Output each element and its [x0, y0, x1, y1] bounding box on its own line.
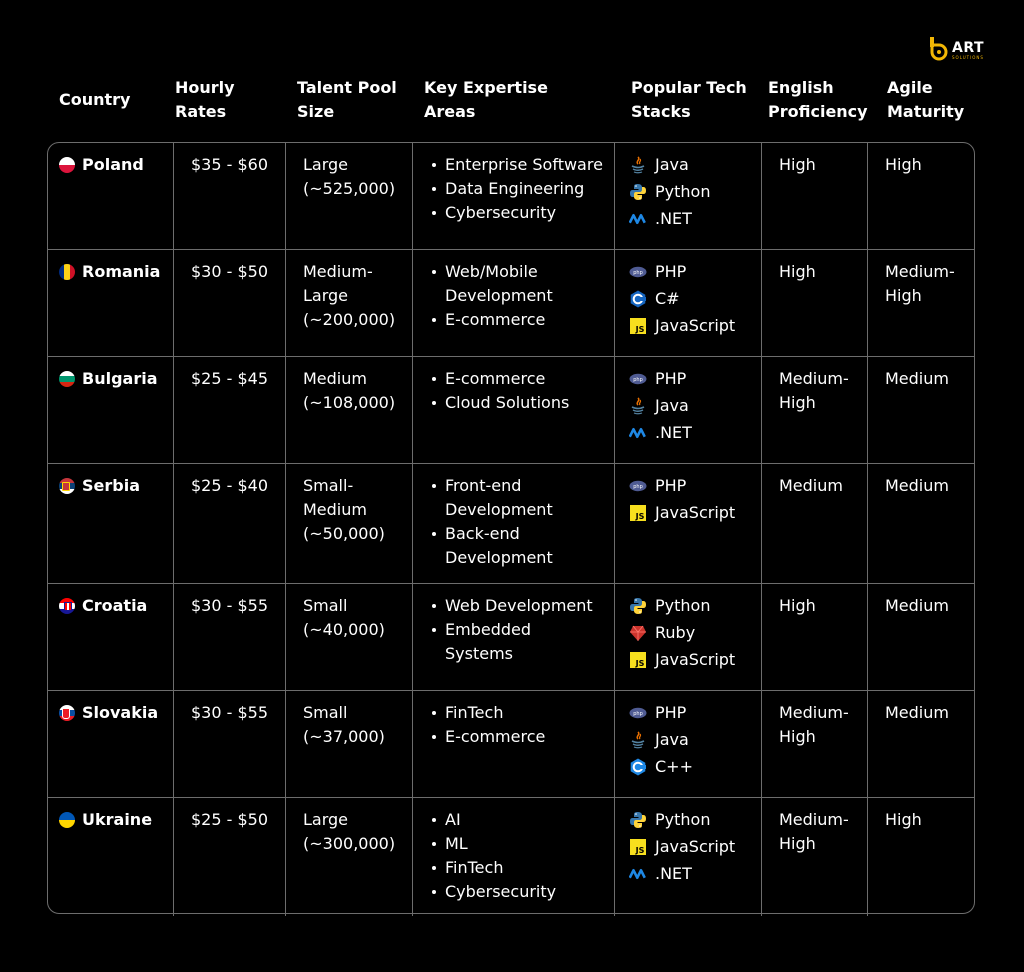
expertise-item: Data Engineering — [430, 177, 616, 201]
tech-name: JavaScript — [655, 837, 736, 856]
expertise-item: Embedded Systems — [430, 618, 616, 666]
column-divider — [761, 584, 762, 690]
hourly-rate: $25 - $50 — [191, 810, 269, 829]
tech-name: Python — [655, 596, 711, 615]
tech-stack-cell — [629, 594, 735, 675]
column-divider — [761, 798, 762, 916]
javascript-icon — [629, 838, 647, 856]
tech-stack-cell — [629, 474, 735, 528]
column-divider — [173, 584, 174, 690]
column-divider — [867, 357, 868, 463]
tech-item — [629, 364, 692, 394]
column-divider — [867, 798, 868, 916]
expertise-item: FinTech — [430, 856, 616, 880]
header-agile: Agile Maturity — [887, 78, 965, 121]
company-logo — [928, 36, 984, 62]
english-proficiency: High — [779, 155, 816, 174]
agile-maturity: Medium — [885, 596, 949, 615]
column-divider — [867, 464, 868, 583]
agile-maturity: High — [885, 155, 922, 174]
svg-text:php: php — [633, 711, 643, 717]
flag-icon — [59, 598, 75, 614]
tech-name: JavaScript — [655, 316, 736, 335]
column-divider — [412, 143, 413, 249]
expertise-cell — [430, 260, 616, 332]
expertise-cell — [430, 701, 616, 749]
column-divider — [173, 143, 174, 249]
column-divider — [285, 584, 286, 690]
tech-name: PHP — [655, 476, 687, 495]
flag-icon — [59, 812, 75, 828]
column-divider — [761, 464, 762, 583]
ruby-icon — [629, 624, 647, 642]
agile-maturity: Medium — [885, 369, 949, 388]
table-row — [48, 691, 974, 798]
tech-item — [629, 204, 710, 234]
expertise-item: Back-end Development — [430, 522, 616, 570]
csharp-icon — [629, 290, 647, 308]
tech-stack-cell — [629, 701, 693, 782]
country-cell — [59, 808, 152, 832]
tech-item — [629, 698, 693, 728]
hourly-rate: $30 - $55 — [191, 596, 269, 615]
tech-item — [629, 752, 693, 782]
tech-stack-cell — [629, 367, 692, 448]
column-divider — [761, 250, 762, 356]
talent-pool-size: Large (~300,000) — [303, 810, 396, 853]
expertise-item: E-commerce — [430, 725, 616, 749]
column-divider — [285, 143, 286, 249]
column-divider — [173, 250, 174, 356]
country-cell — [59, 474, 140, 498]
hourly-rate: $30 - $55 — [191, 703, 269, 722]
column-divider — [761, 691, 762, 797]
column-divider — [285, 250, 286, 356]
svg-text:php: php — [633, 484, 643, 490]
expertise-item: Web/Mobile Development — [430, 260, 616, 308]
column-divider — [412, 464, 413, 583]
php-icon — [629, 704, 647, 722]
hourly-rate: $30 - $50 — [191, 262, 269, 281]
header-hourly-rates: Hourly Rates — [175, 78, 235, 121]
cpp-icon — [629, 758, 647, 776]
country-name: Slovakia — [82, 703, 159, 722]
column-divider — [285, 691, 286, 797]
python-icon — [629, 183, 647, 201]
tech-item — [629, 805, 735, 835]
tech-name: PHP — [655, 703, 687, 722]
tech-item — [629, 284, 735, 314]
flag-icon — [59, 478, 75, 494]
column-divider — [173, 357, 174, 463]
hourly-rate: $25 - $45 — [191, 369, 269, 388]
svg-text:php: php — [633, 377, 643, 383]
svg-text:JS: JS — [635, 846, 645, 855]
column-divider — [412, 357, 413, 463]
expertise-item: Cybersecurity — [430, 880, 616, 904]
agile-maturity: Medium- High — [885, 262, 955, 305]
column-divider — [761, 357, 762, 463]
column-divider — [867, 584, 868, 690]
english-proficiency: High — [779, 262, 816, 281]
tech-name: Java — [655, 396, 689, 415]
hourly-rate: $35 - $60 — [191, 155, 269, 174]
talent-pool-size: Medium (~108,000) — [303, 369, 396, 412]
tech-item — [629, 418, 692, 448]
column-divider — [412, 584, 413, 690]
agile-maturity: Medium — [885, 476, 949, 495]
column-divider — [412, 250, 413, 356]
agile-maturity: High — [885, 810, 922, 829]
table-row — [48, 464, 974, 584]
tech-name: Python — [655, 810, 711, 829]
tech-name: Python — [655, 182, 711, 201]
english-proficiency: High — [779, 596, 816, 615]
expertise-cell — [430, 594, 616, 666]
svg-text:JS: JS — [635, 512, 645, 521]
country-name: Croatia — [82, 596, 148, 615]
php-icon — [629, 370, 647, 388]
python-icon — [629, 597, 647, 615]
column-divider — [285, 798, 286, 916]
tech-name: JavaScript — [655, 650, 736, 669]
english-proficiency: Medium- High — [779, 369, 849, 412]
dotnet-icon — [629, 210, 647, 228]
dotnet-icon — [629, 424, 647, 442]
comparison-table — [47, 142, 975, 914]
tech-item — [629, 859, 735, 889]
column-divider — [867, 691, 868, 797]
expertise-item: E-commerce — [430, 308, 616, 332]
expertise-cell — [430, 808, 616, 904]
country-cell — [59, 367, 158, 391]
expertise-item: FinTech — [430, 701, 616, 725]
tech-stack-cell — [629, 260, 735, 341]
table-row — [48, 357, 974, 464]
country-name: Poland — [82, 155, 144, 174]
column-divider — [285, 464, 286, 583]
tech-item — [629, 150, 710, 180]
expertise-item: ML — [430, 832, 616, 856]
tech-name: .NET — [655, 423, 692, 442]
dotnet-icon — [629, 865, 647, 883]
expertise-item: Cybersecurity — [430, 201, 616, 225]
tech-item — [629, 618, 735, 648]
tech-name: JavaScript — [655, 503, 736, 522]
java-icon — [629, 156, 647, 174]
table-row — [48, 143, 974, 250]
logo-icon — [928, 36, 950, 62]
country-name: Romania — [82, 262, 161, 281]
column-divider — [285, 357, 286, 463]
php-icon — [629, 263, 647, 281]
country-cell — [59, 153, 144, 177]
php-icon — [629, 477, 647, 495]
header-country: Country — [59, 90, 131, 109]
agile-maturity: Medium — [885, 703, 949, 722]
column-divider — [412, 691, 413, 797]
tech-stack-cell — [629, 153, 710, 234]
tech-stack-cell — [629, 808, 735, 889]
country-name: Serbia — [82, 476, 140, 495]
tech-name: C++ — [655, 757, 693, 776]
talent-pool-size: Small- Medium (~50,000) — [303, 476, 385, 543]
java-icon — [629, 731, 647, 749]
javascript-icon — [629, 504, 647, 522]
header-tech-stacks: Popular Tech Stacks — [631, 78, 747, 121]
tech-name: PHP — [655, 262, 687, 281]
talent-pool-size: Small (~37,000) — [303, 703, 385, 746]
tech-name: Java — [655, 730, 689, 749]
javascript-icon — [629, 651, 647, 669]
table-header — [0, 74, 1024, 134]
talent-pool-size: Medium- Large (~200,000) — [303, 262, 396, 329]
tech-item — [629, 391, 692, 421]
expertise-item: Front-end Development — [430, 474, 616, 522]
header-talent-pool: Talent Pool Size — [297, 78, 397, 121]
tech-item — [629, 311, 735, 341]
tech-item — [629, 498, 735, 528]
javascript-icon — [629, 317, 647, 335]
country-name: Bulgaria — [82, 369, 158, 388]
python-icon — [629, 811, 647, 829]
expertise-item: AI — [430, 808, 616, 832]
flag-icon — [59, 371, 75, 387]
tech-name: PHP — [655, 369, 687, 388]
flag-icon — [59, 264, 75, 280]
tech-name: C# — [655, 289, 680, 308]
column-divider — [173, 798, 174, 916]
expertise-cell — [430, 367, 616, 415]
header-english: English Proficiency — [768, 78, 868, 121]
java-icon — [629, 397, 647, 415]
svg-text:JS: JS — [635, 325, 645, 334]
english-proficiency: Medium — [779, 476, 843, 495]
expertise-item: Enterprise Software — [430, 153, 616, 177]
english-proficiency: Medium- High — [779, 703, 849, 746]
expertise-item: E-commerce — [430, 367, 616, 391]
tech-name: Ruby — [655, 623, 696, 642]
table-row — [48, 250, 974, 357]
talent-pool-size: Large (~525,000) — [303, 155, 396, 198]
tech-item — [629, 832, 735, 862]
flag-icon — [59, 157, 75, 173]
tech-item — [629, 725, 693, 755]
logo-subtext: SOLUTIONS — [952, 54, 984, 60]
expertise-cell — [430, 153, 616, 225]
country-cell — [59, 594, 147, 618]
talent-pool-size: Small (~40,000) — [303, 596, 385, 639]
country-cell — [59, 260, 160, 284]
tech-name: .NET — [655, 864, 692, 883]
column-divider — [173, 691, 174, 797]
tech-item — [629, 645, 735, 675]
svg-text:php: php — [633, 270, 643, 276]
country-cell — [59, 701, 158, 725]
tech-item — [629, 257, 735, 287]
tech-item — [629, 471, 735, 501]
tech-item — [629, 177, 710, 207]
expertise-item: Cloud Solutions — [430, 391, 616, 415]
tech-item — [629, 591, 735, 621]
expertise-item: Web Development — [430, 594, 616, 618]
english-proficiency: Medium- High — [779, 810, 849, 853]
column-divider — [867, 250, 868, 356]
table-row — [48, 584, 974, 691]
logo-text: ART — [952, 39, 985, 56]
svg-text:JS: JS — [635, 659, 645, 668]
flag-icon — [59, 705, 75, 721]
hourly-rate: $25 - $40 — [191, 476, 269, 495]
table-row — [48, 798, 974, 916]
column-divider — [173, 464, 174, 583]
tech-name: .NET — [655, 209, 692, 228]
tech-name: Java — [655, 155, 689, 174]
column-divider — [412, 798, 413, 916]
column-divider — [867, 143, 868, 249]
header-expertise: Key Expertise Areas — [424, 78, 548, 121]
expertise-cell — [430, 474, 616, 570]
country-name: Ukraine — [82, 810, 153, 829]
column-divider — [761, 143, 762, 249]
